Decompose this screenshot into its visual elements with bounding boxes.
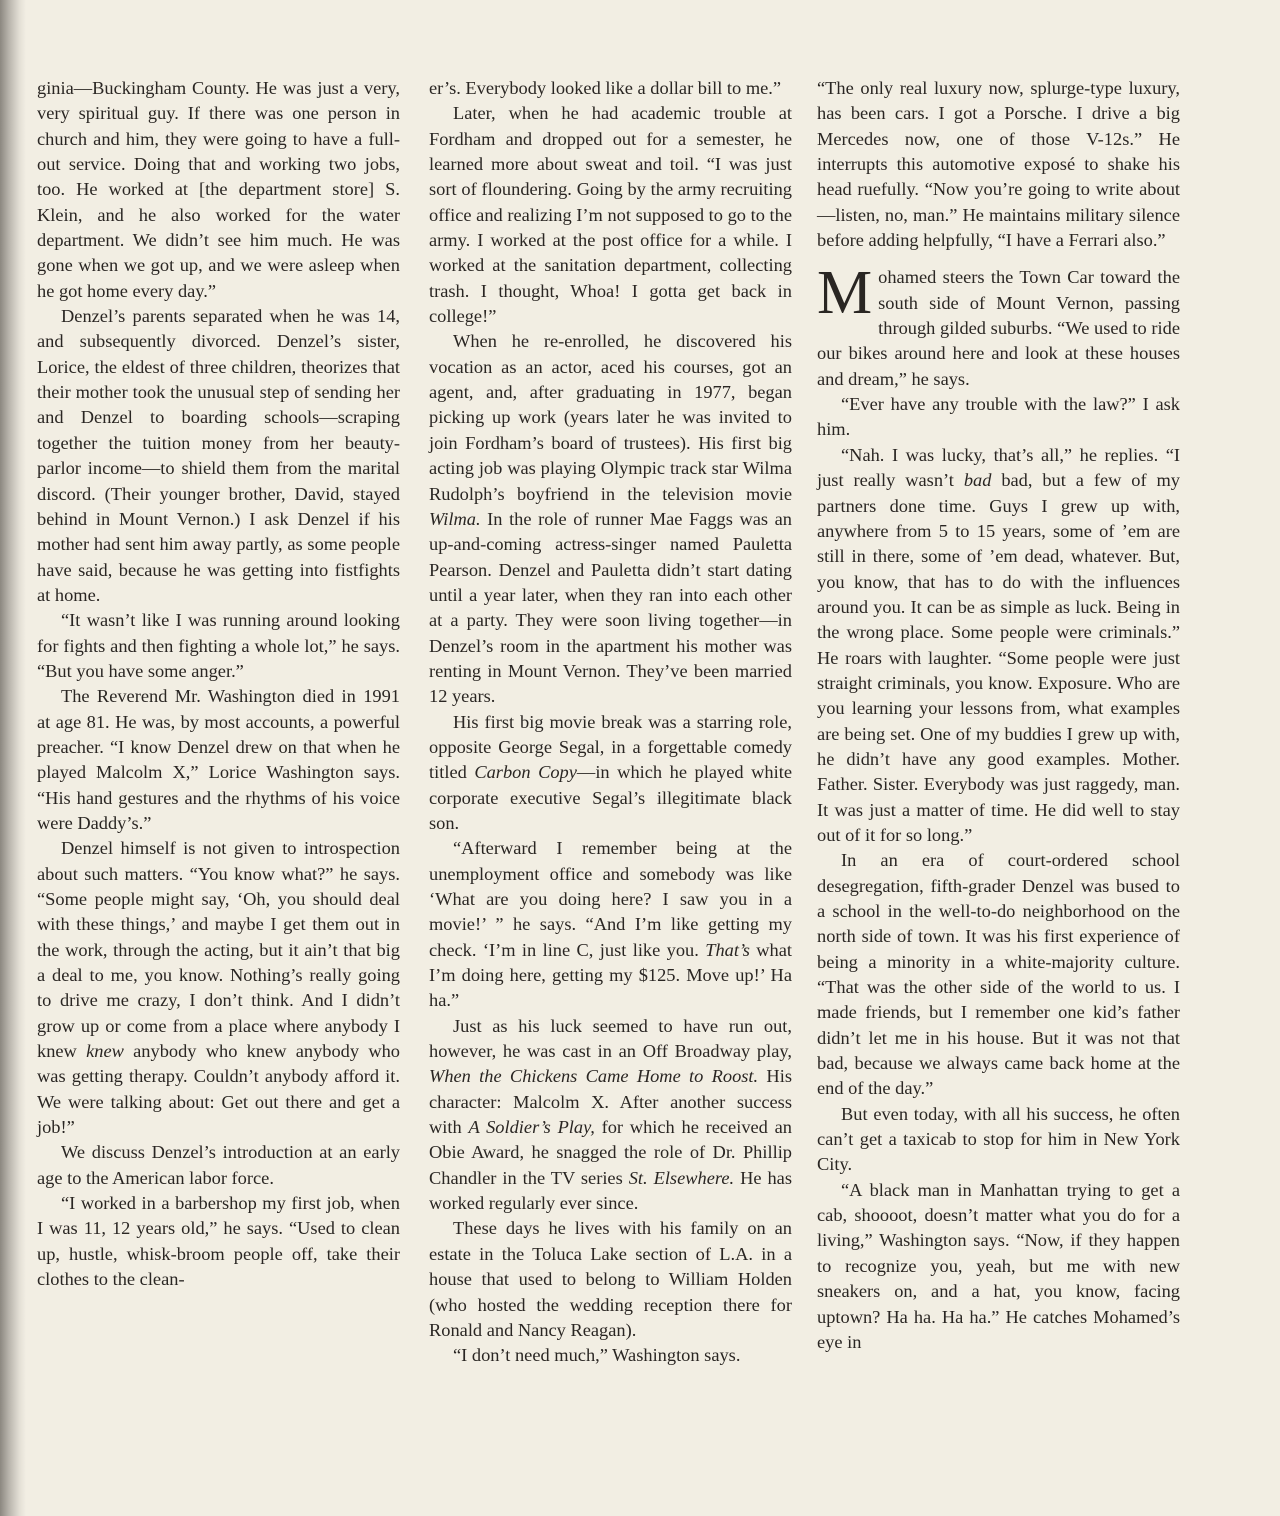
paragraph [429,329,792,709]
emphasis-text: knew [86,1041,124,1062]
paragraph: “I don’t need much,” Washington says. [453,1345,741,1366]
paragraph: “The only real luxury now, splurge-type luxury, has been cars. I got a Porsche. I drive a big Mercedes now, one of those V-12s.” He interrupts this automotive exposé to shake his head ruefully. “Now you’re going to write about—listen, no, man.” He maintains military silence before adding helpfully, “I have a Ferrari also.” [817,78,1180,251]
paragraph: The Reverend Mr. Washington died in 1991 at age 81. He was, by most accounts, a powerful preacher. “I know Denzel drew on that when he played Malcolm X,” Lorice Washington says. “His hand gestures and the rhythms of his voice were Daddy’s.” [37,686,400,833]
paragraph: “A black man in Manhattan trying to get a cab, shoooot, doesn’t matter what you do for a living,” Washington says. “Now, if they happen to recognize you, yeah, but me with new sneakers on, and a hat, you know, facing uptown? Ha ha. Ha ha.” He catches Mohamed’s eye in [817,1179,1180,1352]
text-run: In the role of runner Mae Faggs was an up-and-coming actress-singer named Pauletta Pearson. Denzel and Pauletta didn’t start dating until a year later, when they ran into each other at a party. They were soon living together—in Denzel’s room in the apartment his mother was renting in Mount Vernon. They’ve been married 12 years. [429,508,792,707]
magazine-page [37,76,1187,1496]
text-column-3 [817,76,1180,1355]
text-run: Denzel himself is not given to introspection about such matters. “You know what?” he says. “Some people might say, ‘Oh, you should deal with these things,’ and maybe I get them out in the work, through the acting, but it ain’t that big a deal to me, you know. Nothing’s really going to drive me crazy, I don’t think. And I didn’t grow up or come from a place where anybody I knew [37,838,400,1062]
drop-cap: M [817,259,873,328]
text-run: Just as his luck seemed to have run out, however, he was cast in an Off Broadway play, [429,1015,792,1062]
text-run: —in which he played white corporate executive Segal’s illegitimate black son. [429,762,792,833]
emphasis-text: When the Chickens Came Home to Roost. [429,1066,759,1087]
text-run: what I’m doing here, getting my $125. Move up!’ Ha ha.” [429,939,792,1011]
text-run: He has worked regularly ever since. [429,1167,792,1214]
paragraph [37,836,400,1140]
paragraph [817,443,1180,849]
text-run: for which he received an Obie Award, he snagged the role of Dr. Phillip Chandler in the TV series [429,1117,792,1188]
paragraph: “Ever have any trouble with the law?” I ask him. [817,394,1180,440]
text-run: His first big movie break was a starring role, opposite George Segal, in a forgettable comedy titled [429,711,792,783]
paragraph: “It wasn’t like I was running around looking for fights and then fighting a whole lot,” he says. “But you have some anger.” [37,610,400,681]
paragraph: “I worked in a barbershop my first job, when I was 11, 12 years old,” he says. “Used to clean up, hustle, whisk-broom people off, take their clothes to the clean- [37,1193,400,1290]
text-run: “Afterward I remember being at the unemployment office and somebody was like ‘What are you doing here? I saw you in a movie!’ ” he says. “And I’m like getting my check. ‘I’m in line C, just like you. [429,838,792,960]
text-column-2 [429,76,792,1369]
text-run: anybody who knew anybody who was getting therapy. Couldn’t anybody afford it. We were talking about: Get out there and get a job!” [37,1041,400,1138]
section-opening-paragraph [817,259,1180,392]
paragraph: er’s. Everybody looked like a dollar bill to me.” [429,78,782,98]
paragraph [429,710,792,837]
emphasis-text: That’s [705,939,750,960]
emphasis-text: St. Elsewhere. [628,1167,735,1188]
paragraph [429,1014,792,1217]
emphasis-text: A Soldier’s Play, [468,1117,595,1138]
text-run: When he re-enrolled, he discovered his vocation as an actor, aced his courses, got an agent, and, after graduating in 1977, began picking up work (years later he was invited to join Fordham’s board of trustees). His first big acting job was playing Olympic track star Wilma Rudolph’s boyfriend in the television movie [429,331,792,504]
paragraph: In an era of court-ordered school desegregation, fifth-grader Denzel was bused to a school in the well-to-do neighborhood on the north side of town. It was his first experience of being a minority in a white-majority culture. “That was the other side of the world to us. I made friends, but I remember one kid’s father didn’t let me in his house. But it was not that bad, because we always came back home at the end of the day.” [817,850,1180,1099]
text-column-1 [37,76,400,1293]
paragraph: But even today, with all his success, he often can’t get a taxicab to stop for him in New York City. [817,1103,1180,1175]
emphasis-text: Wilma. [429,508,481,529]
paragraph: Denzel’s parents separated when he was 14, and subsequently divorced. Denzel’s sister, Lorice, the eldest of three children, theorizes that their mother took the unusual step of sending her and Denzel to boarding schools—scraping together the tuition money from her beauty-parlor income—to shield them from the marital discord. (Their younger brother, David, stayed behind in Mount Vernon.) I ask Denzel if his mother had sent him away partly, as some people have said, because he was getting into fistfights at home. [37,306,400,605]
paragraph [429,836,792,1013]
text-run: “Nah. I was lucky, that’s all,” he replies. “I just really wasn’t [817,444,1180,491]
paragraph: ginia—Buckingham County. He was just a very, very spiritual guy. If there was one person in church and him, they were going to have a full-out service. Doing that and working two jobs, too. He worked at [the department store] S. Klein, and he also worked for the water department. We didn’t see him much. He was gone when we got up, and we were asleep when he got home every day.” [37,78,400,301]
page-gutter-shadow [0,0,26,1516]
emphasis-text: bad [963,470,992,491]
paragraph: We discuss Denzel’s introduction at an early age to the American labor force. [37,1142,400,1188]
text-run: ohamed steers the Town Car toward the south side of Mount Vernon, passing through gilded suburbs. “We used to ride our bikes around here and look at these houses and dream,” he says. [817,267,1180,389]
emphasis-text: Carbon Copy [474,762,577,783]
text-run: His character: Malcolm X. After another success with [429,1066,792,1138]
text-run: bad, but a few of my partners done time. Guys I grew up with, anywhere from 5 to 15 years, some of ’em are still in there, some of ’em dead, whatever. But, you know, that has to do with the influences around you. It can be as simple as luck. Being in the wrong place. Some people were criminals.” He roars with laughter. “Some people were just straight criminals, you know. Exposure. Who are you learning your lessons from, what examples are being set. One of my buddies I grew up with, he didn’t have any good examples. Mother. Father. Sister. Everybody was just raggedy, man. It was just a matter of time. He did well to stay out of it for so long.” [817,470,1180,845]
paragraph: Later, when he had academic trouble at Fordham and dropped out for a semester, he learned more about sweat and toil. “I was just sort of floundering. Going by the army recruiting office and realizing I’m not supposed to go to the army. I worked at the post office for a while. I worked at the sanitation department, collecting trash. I thought, Whoa! I gotta get back in college!” [429,103,792,327]
paragraph: These days he lives with his family on an estate in the Toluca Lake section of L.A. in a house that used to belong to William Holden (who hosted the wedding reception there for Ronald and Nancy Reagan). [429,1218,792,1340]
